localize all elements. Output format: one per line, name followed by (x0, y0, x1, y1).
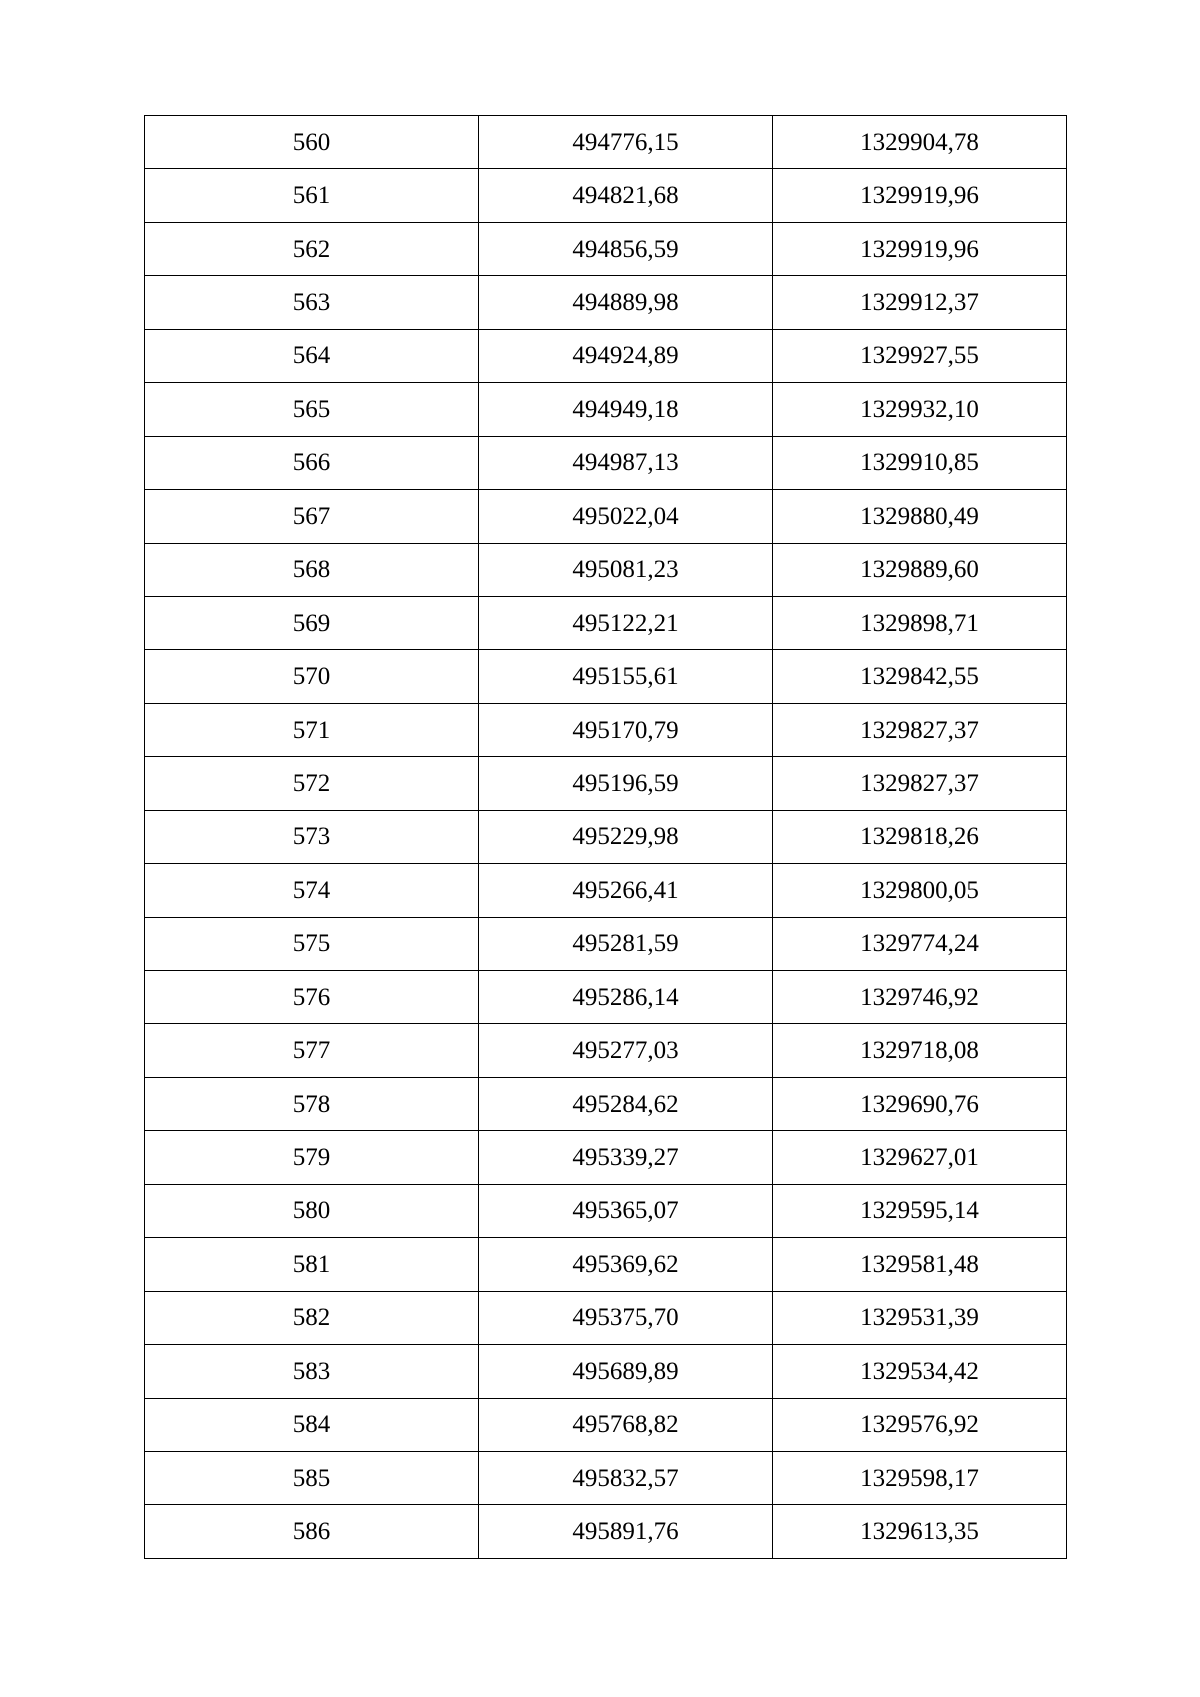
table-row (145, 169, 1067, 222)
y-coordinate-cell: 1329613,35 (773, 1505, 1067, 1558)
x-coordinate-cell: 495122,21 (479, 596, 773, 649)
table-row (145, 810, 1067, 863)
table-row (145, 1077, 1067, 1130)
table-row (145, 436, 1067, 489)
point-number-cell: 582 (145, 1291, 479, 1344)
x-coordinate-cell: 495286,14 (479, 971, 773, 1024)
x-coordinate-cell: 495277,03 (479, 1024, 773, 1077)
x-coordinate-cell: 495081,23 (479, 543, 773, 596)
table-row (145, 1451, 1067, 1504)
x-coordinate-cell: 495196,59 (479, 757, 773, 810)
table-row (145, 650, 1067, 703)
point-number-cell: 578 (145, 1077, 479, 1130)
point-number-cell: 580 (145, 1184, 479, 1237)
x-coordinate-cell: 494949,18 (479, 383, 773, 436)
y-coordinate-cell: 1329898,71 (773, 596, 1067, 649)
point-number-cell: 576 (145, 971, 479, 1024)
point-number-cell: 567 (145, 490, 479, 543)
point-number-cell: 583 (145, 1345, 479, 1398)
x-coordinate-cell: 495891,76 (479, 1505, 773, 1558)
y-coordinate-cell: 1329827,37 (773, 757, 1067, 810)
y-coordinate-cell: 1329534,42 (773, 1345, 1067, 1398)
table-row (145, 276, 1067, 329)
table-row (145, 864, 1067, 917)
point-number-cell: 581 (145, 1238, 479, 1291)
table-row (145, 1398, 1067, 1451)
point-number-cell: 586 (145, 1505, 479, 1558)
point-number-cell: 566 (145, 436, 479, 489)
point-number-cell: 565 (145, 383, 479, 436)
table-row (145, 1345, 1067, 1398)
point-number-cell: 561 (145, 169, 479, 222)
y-coordinate-cell: 1329800,05 (773, 864, 1067, 917)
y-coordinate-cell: 1329627,01 (773, 1131, 1067, 1184)
point-number-cell: 572 (145, 757, 479, 810)
y-coordinate-cell: 1329827,37 (773, 703, 1067, 756)
x-coordinate-cell: 495281,59 (479, 917, 773, 970)
y-coordinate-cell: 1329919,96 (773, 169, 1067, 222)
x-coordinate-cell: 495339,27 (479, 1131, 773, 1184)
table-row (145, 1505, 1067, 1558)
table-row (145, 971, 1067, 1024)
point-number-cell: 573 (145, 810, 479, 863)
y-coordinate-cell: 1329880,49 (773, 490, 1067, 543)
x-coordinate-cell: 495365,07 (479, 1184, 773, 1237)
x-coordinate-cell: 495369,62 (479, 1238, 773, 1291)
x-coordinate-cell: 494889,98 (479, 276, 773, 329)
table-row (145, 222, 1067, 275)
x-coordinate-cell: 495155,61 (479, 650, 773, 703)
table-row (145, 329, 1067, 382)
y-coordinate-cell: 1329718,08 (773, 1024, 1067, 1077)
coordinates-table-body (145, 116, 1067, 1559)
x-coordinate-cell: 494821,68 (479, 169, 773, 222)
table-row (145, 1131, 1067, 1184)
y-coordinate-cell: 1329919,96 (773, 222, 1067, 275)
x-coordinate-cell: 494924,89 (479, 329, 773, 382)
y-coordinate-cell: 1329912,37 (773, 276, 1067, 329)
table-row (145, 596, 1067, 649)
table-row (145, 1024, 1067, 1077)
table-row (145, 490, 1067, 543)
x-coordinate-cell: 495266,41 (479, 864, 773, 917)
y-coordinate-cell: 1329531,39 (773, 1291, 1067, 1344)
x-coordinate-cell: 495689,89 (479, 1345, 773, 1398)
y-coordinate-cell: 1329598,17 (773, 1451, 1067, 1504)
point-number-cell: 568 (145, 543, 479, 596)
coordinates-table (144, 115, 1067, 1559)
table-row (145, 1291, 1067, 1344)
point-number-cell: 577 (145, 1024, 479, 1077)
point-number-cell: 571 (145, 703, 479, 756)
y-coordinate-cell: 1329690,76 (773, 1077, 1067, 1130)
y-coordinate-cell: 1329746,92 (773, 971, 1067, 1024)
x-coordinate-cell: 495284,62 (479, 1077, 773, 1130)
point-number-cell: 584 (145, 1398, 479, 1451)
table-row (145, 1238, 1067, 1291)
x-coordinate-cell: 495170,79 (479, 703, 773, 756)
y-coordinate-cell: 1329595,14 (773, 1184, 1067, 1237)
table-row (145, 383, 1067, 436)
point-number-cell: 579 (145, 1131, 479, 1184)
point-number-cell: 564 (145, 329, 479, 382)
y-coordinate-cell: 1329774,24 (773, 917, 1067, 970)
y-coordinate-cell: 1329904,78 (773, 116, 1067, 169)
y-coordinate-cell: 1329818,26 (773, 810, 1067, 863)
point-number-cell: 563 (145, 276, 479, 329)
table-row (145, 757, 1067, 810)
y-coordinate-cell: 1329910,85 (773, 436, 1067, 489)
x-coordinate-cell: 494856,59 (479, 222, 773, 275)
x-coordinate-cell: 495768,82 (479, 1398, 773, 1451)
point-number-cell: 574 (145, 864, 479, 917)
x-coordinate-cell: 495229,98 (479, 810, 773, 863)
table-row (145, 917, 1067, 970)
y-coordinate-cell: 1329581,48 (773, 1238, 1067, 1291)
y-coordinate-cell: 1329932,10 (773, 383, 1067, 436)
point-number-cell: 560 (145, 116, 479, 169)
x-coordinate-cell: 494987,13 (479, 436, 773, 489)
x-coordinate-cell: 495022,04 (479, 490, 773, 543)
x-coordinate-cell: 494776,15 (479, 116, 773, 169)
table-row (145, 703, 1067, 756)
y-coordinate-cell: 1329927,55 (773, 329, 1067, 382)
y-coordinate-cell: 1329889,60 (773, 543, 1067, 596)
y-coordinate-cell: 1329576,92 (773, 1398, 1067, 1451)
y-coordinate-cell: 1329842,55 (773, 650, 1067, 703)
point-number-cell: 570 (145, 650, 479, 703)
table-row (145, 543, 1067, 596)
x-coordinate-cell: 495375,70 (479, 1291, 773, 1344)
table-row (145, 1184, 1067, 1237)
point-number-cell: 575 (145, 917, 479, 970)
point-number-cell: 585 (145, 1451, 479, 1504)
x-coordinate-cell: 495832,57 (479, 1451, 773, 1504)
point-number-cell: 562 (145, 222, 479, 275)
table-row (145, 116, 1067, 169)
point-number-cell: 569 (145, 596, 479, 649)
